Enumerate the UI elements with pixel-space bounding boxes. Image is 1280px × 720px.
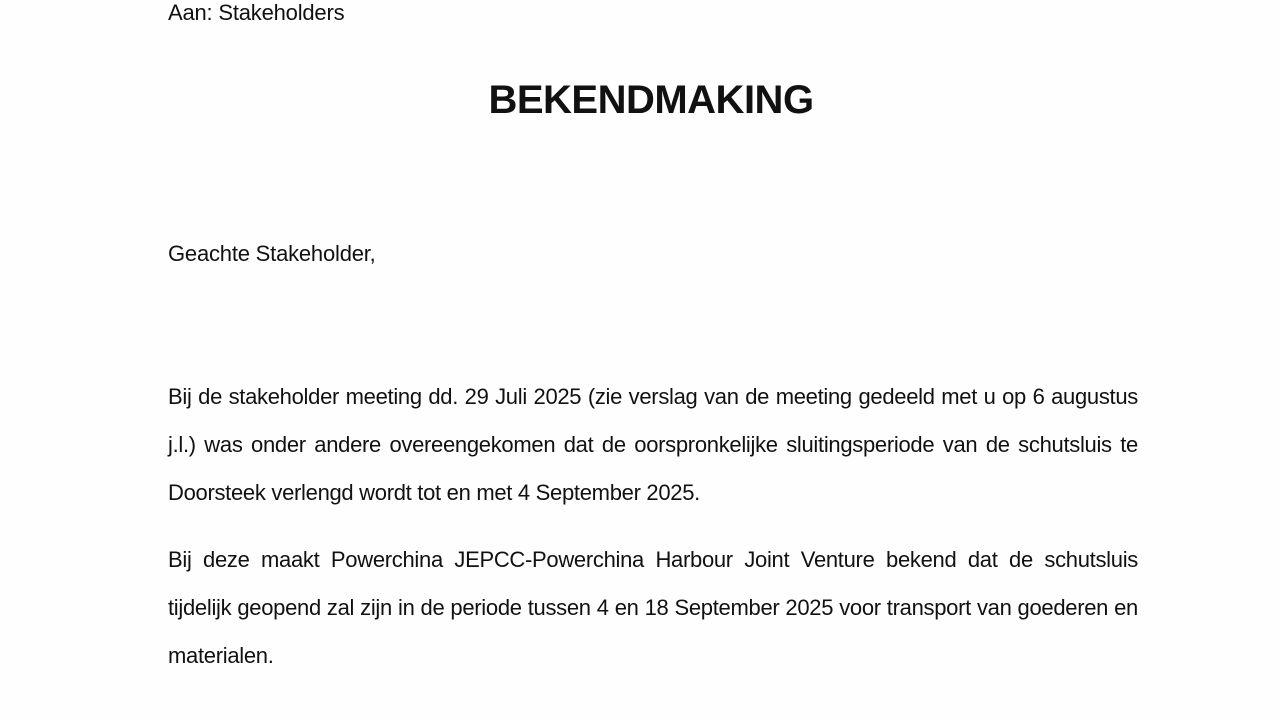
recipient-line: Aan: Stakeholders [168,0,345,25]
salutation: Geachte Stakeholder, [168,241,376,266]
paragraph-1: Bij de stakeholder meeting dd. 29 Juli 2025 (zie verslag van de meeting gedeeld met u op 6 augustus j.l.) was onder andere overeengekomen dat de oorspronkelijke sluitingsperiode van de schutsluis te Doorsteek verlengd wordt tot en met 4 September 2025. [168,384,1138,505]
paragraph-2: Bij deze maakt Powerchina JEPCC-Powerchina Harbour Joint Venture bekend dat de schutsluis tijdelijk geopend zal zijn in de periode tussen 4 en 18 September 2025 voor transport van goederen en materialen. [168,547,1138,668]
document-title: BEKENDMAKING [488,78,814,122]
